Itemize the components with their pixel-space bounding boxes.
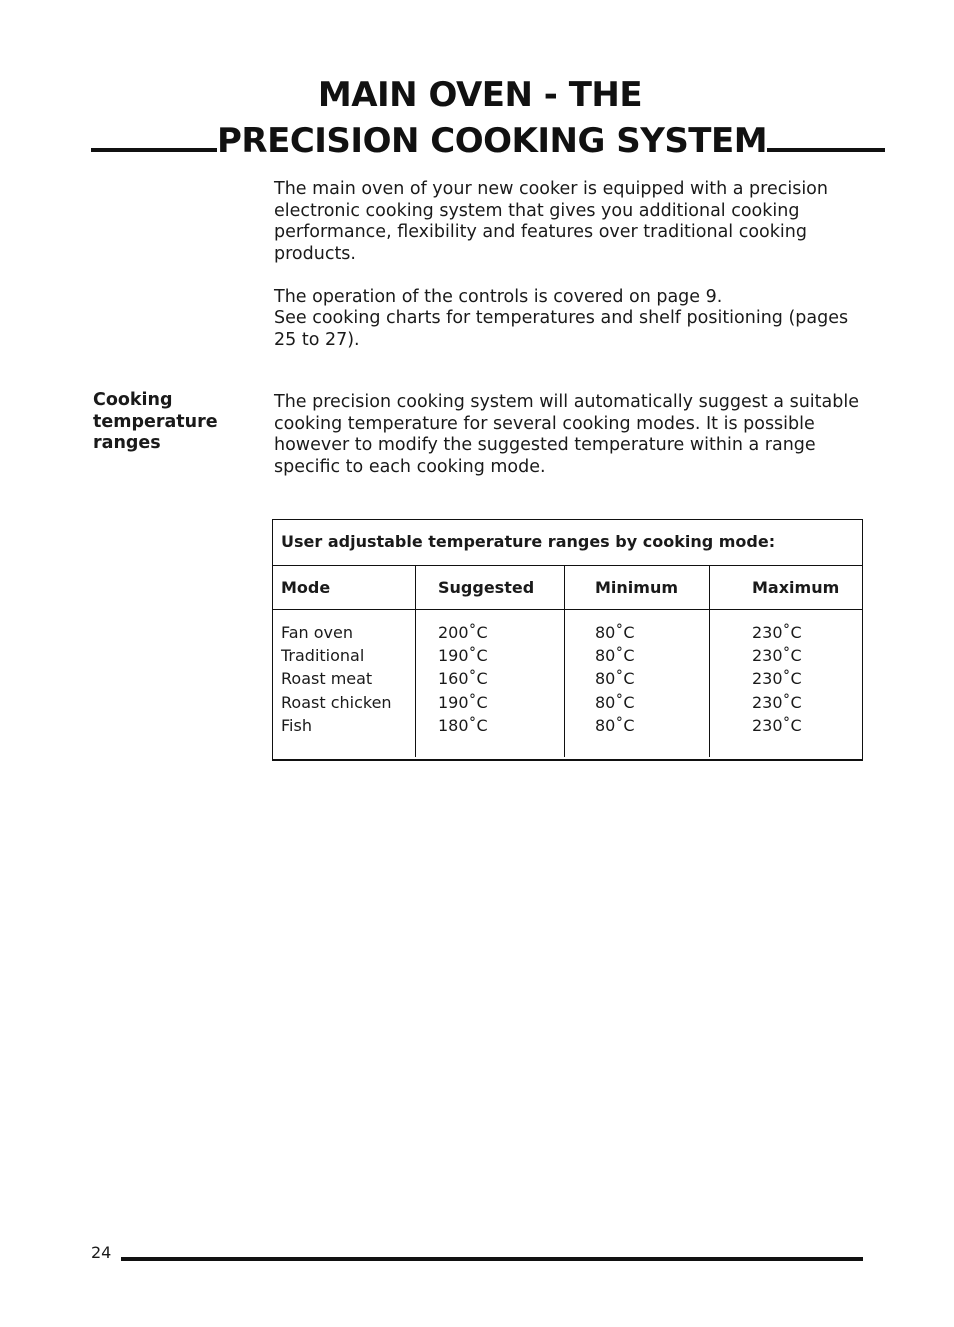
table-cell: 230˚C	[752, 669, 802, 689]
column-divider	[564, 566, 565, 757]
page-number: 24	[91, 1243, 112, 1262]
section-heading: Cooking temperature ranges	[93, 390, 218, 453]
intro-paragraph-2-line-2: See cooking charts for temperatures and shelf positioning (pages 25 to 27).	[274, 308, 849, 350]
table-cell: Traditional	[281, 646, 365, 666]
table-cell: 190˚C	[438, 692, 488, 712]
table-cell: 230˚C	[752, 692, 802, 712]
table-cell: 80˚C	[595, 692, 635, 712]
column-header-maximum: Maximum	[752, 578, 840, 597]
table-cell: 80˚C	[595, 715, 635, 735]
column-minimum	[595, 566, 678, 737]
column-divider	[709, 566, 710, 757]
column-cells-suggested	[438, 621, 534, 737]
table-cell: 200˚C	[438, 623, 488, 642]
intro-paragraph-1: The main oven of your new cooker is equipped with a precision electronic cooking system that gives you additional cooking performance, flexibility and features over traditional cooking products.	[274, 179, 828, 264]
table-cell: Fish	[281, 715, 312, 735]
table-cell: 230˚C	[752, 715, 802, 735]
table-cell: 80˚C	[595, 669, 635, 689]
column-header-mode: Mode	[281, 578, 331, 597]
table-cell: Fan oven	[281, 623, 354, 642]
table-cell: 160˚C	[438, 669, 488, 689]
column-suggested	[438, 566, 534, 737]
page-title-line-2: PRECISION COOKING SYSTEM	[217, 121, 768, 161]
title-rule-right	[767, 148, 885, 152]
page-title-row	[91, 119, 863, 163]
table-cell: 190˚C	[438, 646, 488, 666]
column-divider	[415, 566, 416, 757]
table-cell: 230˚C	[752, 623, 802, 642]
table-cell: 230˚C	[752, 646, 802, 666]
section-body: The precision cooking system will automatically suggest a suitable cooking temperature for several cooking modes. It is possible however to modify the suggested temperature within a range specific to each cooking mode.	[274, 392, 859, 477]
column-header-minimum: Minimum	[595, 578, 679, 597]
title-rule-left	[91, 148, 217, 152]
column-maximum	[752, 566, 839, 737]
table-cell: 80˚C	[595, 646, 635, 666]
temperature-range-table	[272, 519, 863, 761]
column-header-suggested: Suggested	[438, 578, 535, 597]
intro-text	[274, 179, 864, 351]
table-cell: 180˚C	[438, 715, 488, 735]
page-title-line-1: MAIN OVEN - THE	[317, 75, 643, 115]
table-cell: 80˚C	[595, 623, 635, 642]
table-cell: Roast chicken	[281, 692, 392, 712]
column-cells-maximum	[752, 621, 839, 737]
column-mode	[281, 566, 392, 737]
table-caption: User adjustable temperature ranges by cooking mode:	[273, 520, 862, 566]
table-cell: Roast meat	[281, 669, 373, 689]
intro-paragraph-2-line-1: The operation of the controls is covered on page 9.	[274, 286, 723, 307]
column-cells-minimum	[595, 621, 678, 737]
column-cells-mode	[281, 621, 392, 737]
intro-paragraph-2	[274, 287, 864, 352]
footer-rule	[121, 1257, 863, 1261]
